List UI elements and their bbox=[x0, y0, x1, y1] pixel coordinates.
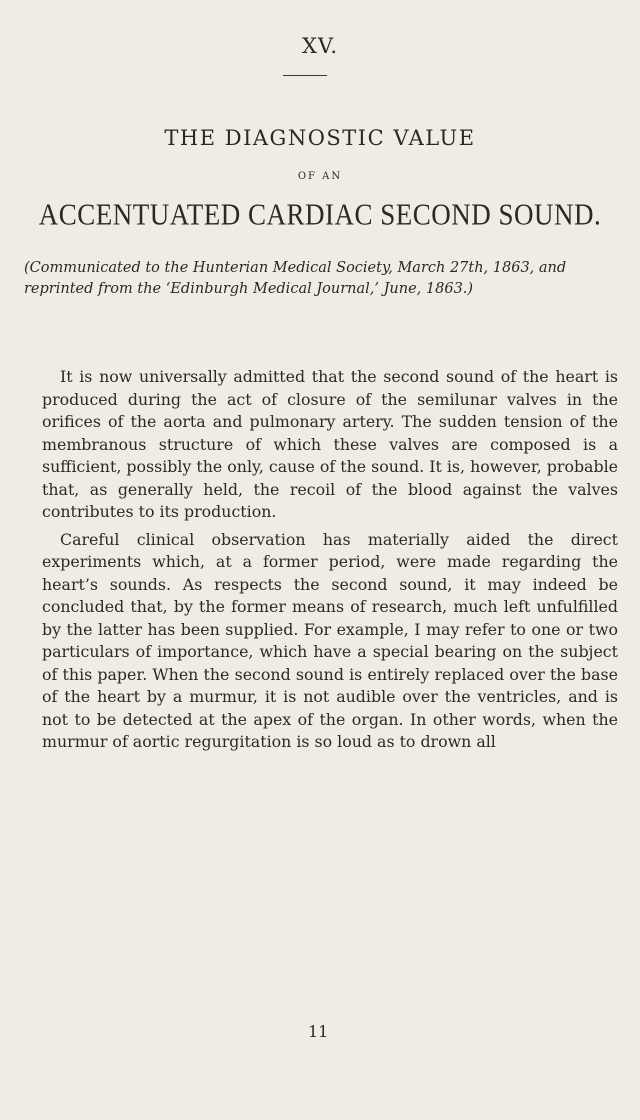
title-connector: OF AN bbox=[297, 171, 343, 182]
paragraph-1: It is now universally admitted that the second sound of the heart is produced during the act of closure of the semilunar valves in the orifices of the aorta and pulmonary artery. The sudden tension of the membranous structure of which these valves are composed is a sufficient, possibly the only, cause of the sound. It is, however, probable that, as generally held, the recoil of the blood against the valves contributes to its production. bbox=[42, 367, 618, 521]
chapter-number: XV. bbox=[301, 34, 339, 58]
title-line-2: ACCENTUATED CARDIAC SECOND SOUND. bbox=[38, 196, 602, 232]
page-number: 11 bbox=[308, 1022, 329, 1041]
paragraph-2: Careful clinical observation has materially aided the direct experiments which, at a former period, were made regarding the heart’s sounds. As respects the second sound, it may indeed be concluded that, by the former means of research, much left unfulfilled by the latter has been supplied. For example, I may refer to one or two particulars of importance, which have a special bearing on the subject of this paper. When the second sound is entirely replaced over the base of the heart by a murmur, it is not audible over the ventricles, and is not to be detected at the apex of the organ. In other words, when the murmur of aortic regurgitation is so loud as to drown all bbox=[42, 529, 618, 751]
publication-note: (Communicated to the Hunterian Medical Society, March 27th, 1863, and reprinted from the ‘Edinburgh Medical Journal,’ June, 1863.) bbox=[24, 260, 567, 297]
title-line-1: THE DIAGNOSTIC VALUE bbox=[164, 126, 476, 150]
title-rule bbox=[283, 75, 327, 76]
body-text bbox=[42, 366, 618, 754]
